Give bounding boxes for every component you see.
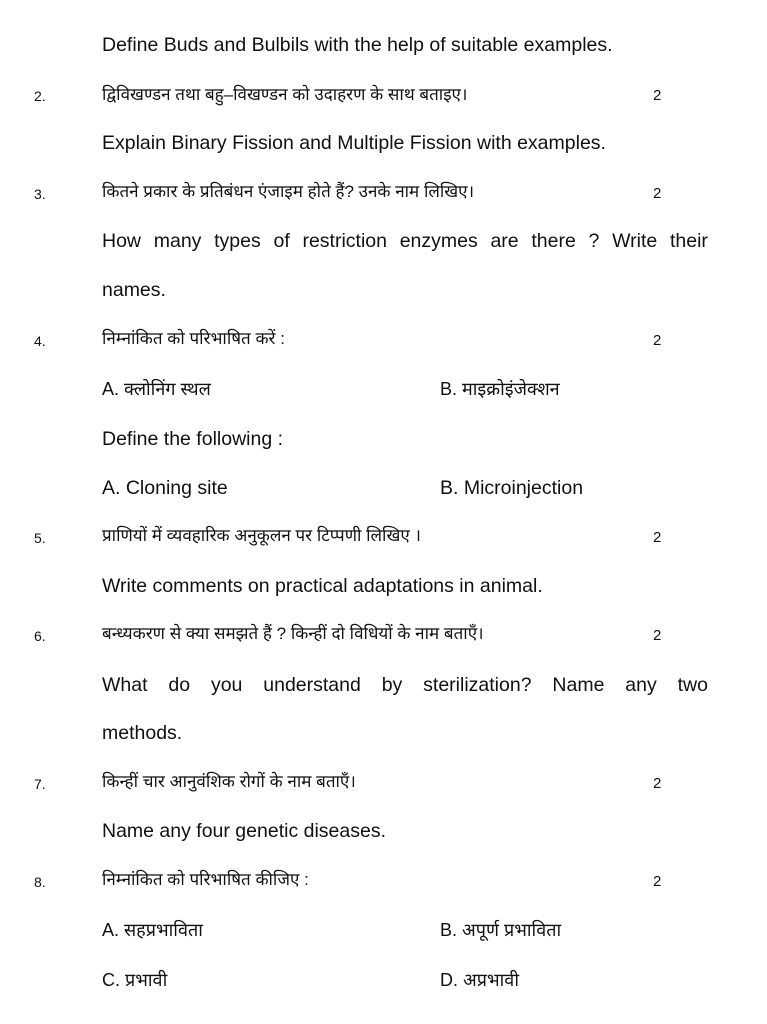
q3-number: 3. xyxy=(34,186,46,202)
q7-english: Name any four genetic diseases. xyxy=(102,820,386,842)
word: restriction xyxy=(302,230,387,252)
q3-hindi: कितने प्रकार के प्रतिबंधन एंजाइम होते हैं? उनके नाम लिखिए। xyxy=(102,182,475,201)
q4-english: Define the following : xyxy=(102,428,284,450)
q7-marks: 2 xyxy=(653,775,662,792)
word: many xyxy=(153,230,202,252)
word: by xyxy=(381,674,403,696)
q4-marks: 2 xyxy=(653,332,662,349)
word: are xyxy=(490,230,519,252)
q5-hindi: प्राणियों में व्यवहारिक अनुकूलन पर टिप्पणी लिखिए । xyxy=(102,526,421,545)
word: What xyxy=(102,674,148,696)
q6-marks: 2 xyxy=(653,627,662,644)
q6-hindi: बन्ध्यकरण से क्या समझते हैं ? किन्हीं दो विधियों के नाम बताएँ। xyxy=(102,624,484,643)
q2-number: 2. xyxy=(34,88,46,104)
word: enzymes xyxy=(399,230,478,252)
q4-english-option-b: B. Microinjection xyxy=(440,477,584,499)
q7-number: 7. xyxy=(34,776,46,792)
q2-hindi: द्विविखण्डन तथा बहु–विखण्डन को उदाहरण के साथ बताइए। xyxy=(102,85,468,104)
q5-number: 5. xyxy=(34,530,46,546)
q8-hindi-option-d: D. अप्रभावी xyxy=(440,970,519,990)
q4-number: 4. xyxy=(34,333,46,349)
q8-hindi-option-c: C. प्रभावी xyxy=(102,970,168,990)
q4-hindi-option-a: A. क्लोनिंग स्थल xyxy=(102,379,211,399)
q4-hindi: निम्नांकित को परिभाषित करें : xyxy=(102,329,285,348)
word: Name xyxy=(552,674,605,696)
word: you xyxy=(210,674,243,696)
q8-hindi: निम्नांकित को परिभाषित कीजिए : xyxy=(102,870,309,889)
q8-number: 8. xyxy=(34,874,46,890)
word: Write xyxy=(612,230,658,252)
word: their xyxy=(669,230,708,252)
q5-marks: 2 xyxy=(653,529,662,546)
q3-english-line2: names. xyxy=(102,279,166,301)
word: sterilization? xyxy=(423,674,532,696)
q8-hindi-option-b: B. अपूर्ण प्रभाविता xyxy=(440,920,562,940)
q4-hindi-option-b: B. माइक्रोइंजेक्शन xyxy=(440,379,560,399)
word: How xyxy=(102,230,142,252)
word: understand xyxy=(263,674,361,696)
word: do xyxy=(168,674,191,696)
q2-english: Explain Binary Fission and Multiple Fission with examples. xyxy=(102,132,606,154)
word: types xyxy=(214,230,261,252)
q3-marks: 2 xyxy=(653,185,662,202)
word: of xyxy=(273,230,290,252)
word: two xyxy=(677,674,708,696)
q1-english: Define Buds and Bulbils with the help of suitable examples. xyxy=(102,34,613,56)
q6-english-line1 xyxy=(102,676,708,696)
q7-hindi: किन्हीं चार आनुवंशिक रोगों के नाम बताएँ। xyxy=(102,772,356,791)
word: any xyxy=(625,674,657,696)
q4-english-option-a: A. Cloning site xyxy=(102,477,228,499)
q5-english: Write comments on practical adaptations in animal. xyxy=(102,575,543,597)
q6-number: 6. xyxy=(34,628,46,644)
q8-hindi-option-a: A. सहप्रभाविता xyxy=(102,920,203,940)
word: ? xyxy=(588,230,600,252)
q6-english-line2: methods. xyxy=(102,722,183,744)
q3-english-line1 xyxy=(102,232,708,252)
word: there xyxy=(531,230,576,252)
q8-marks: 2 xyxy=(653,873,662,890)
q2-marks: 2 xyxy=(653,87,662,104)
